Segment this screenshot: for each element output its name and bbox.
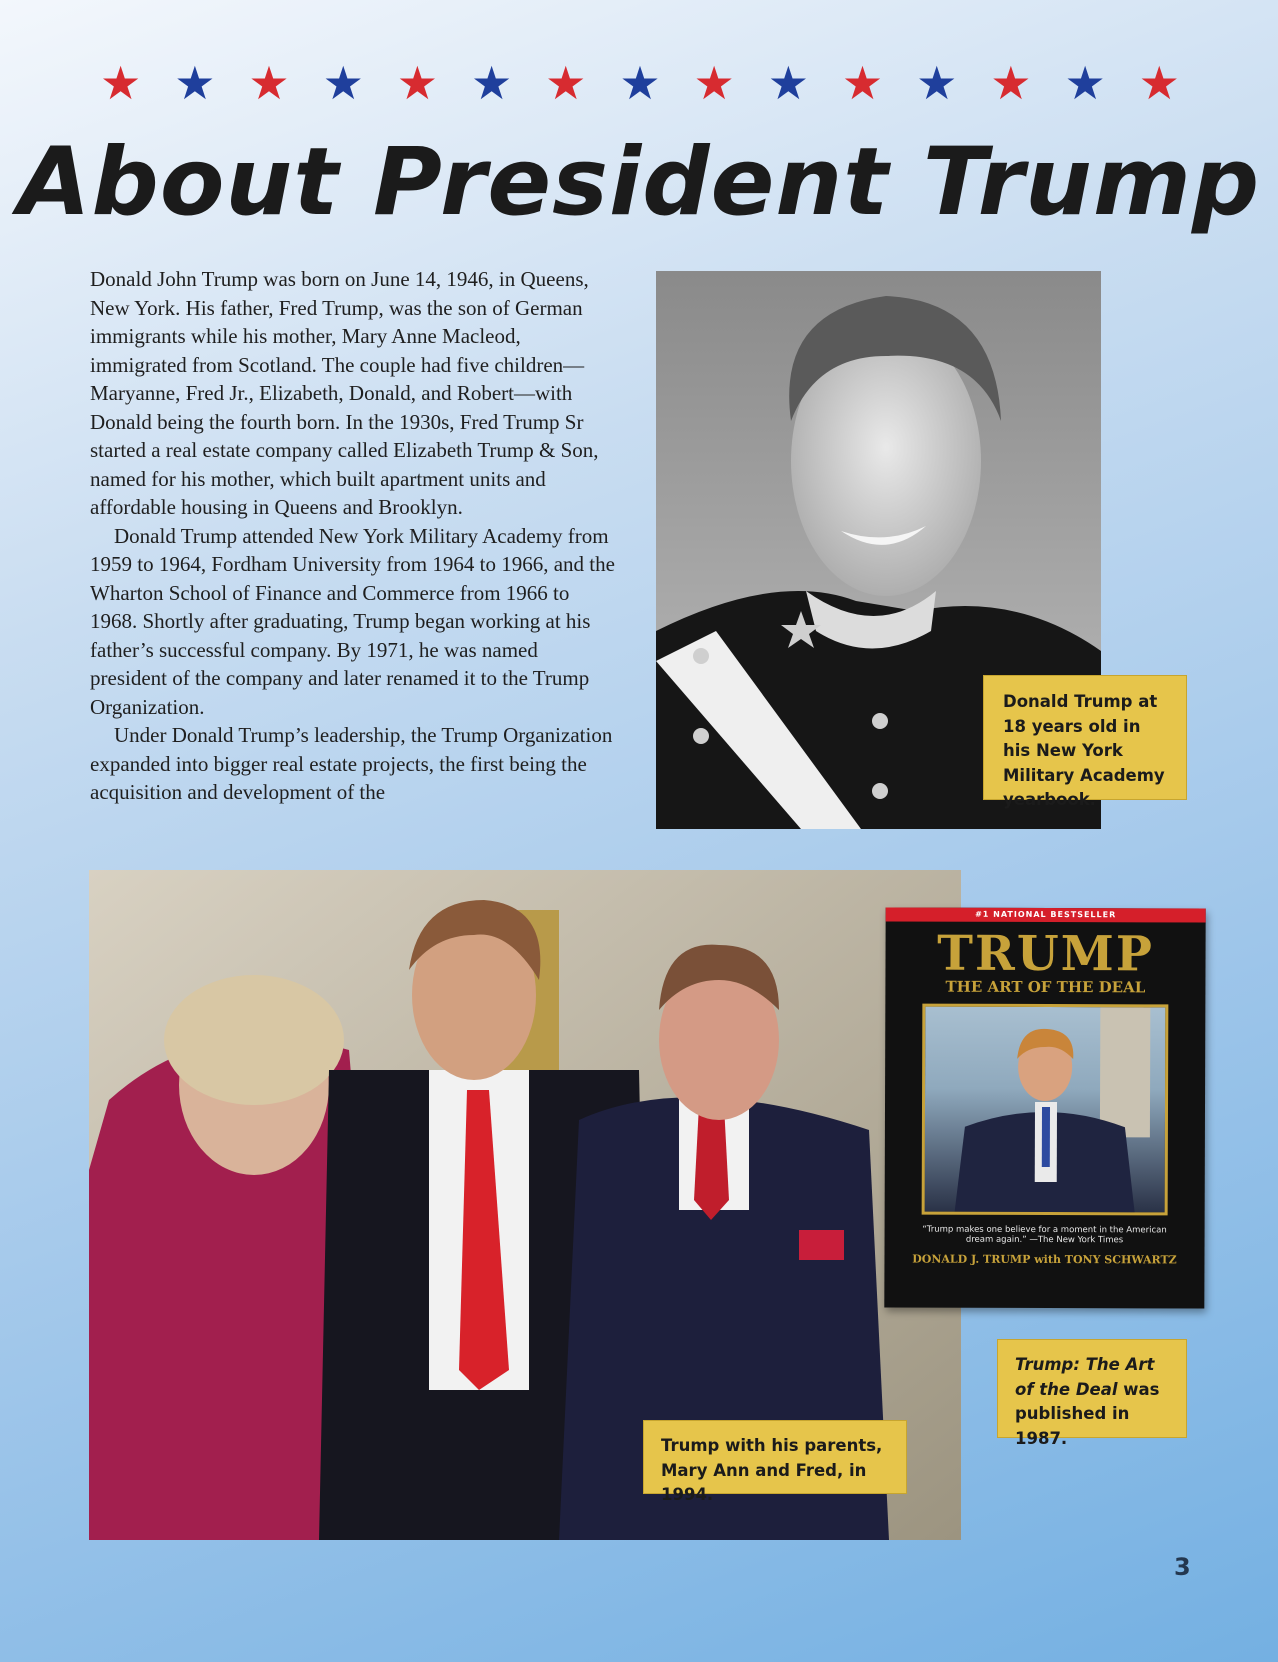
- star-icon-4: ★: [322, 56, 364, 110]
- book-subtitle: THE ART OF THE DEAL: [945, 977, 1146, 997]
- star-icon-14: ★: [1064, 56, 1106, 110]
- family-caption: Trump with his parents, Mary Ann and Fred, in 1994.: [643, 1420, 907, 1494]
- star-icon-15: ★: [1138, 56, 1180, 110]
- book-cover-photo: [922, 1004, 1169, 1216]
- star-icon-3: ★: [248, 56, 290, 110]
- book-portrait-illustration: [925, 1007, 1166, 1213]
- book-title: TRUMP: [937, 925, 1154, 983]
- book-caption-title: Trump: The Art of the Deal: [1015, 1355, 1155, 1399]
- star-icon-2: ★: [174, 56, 216, 110]
- page-title: About President Trump: [17, 128, 1261, 237]
- book-authors: DONALD J. TRUMP with TONY SCHWARTZ: [912, 1252, 1177, 1267]
- star-icon-9: ★: [693, 56, 735, 110]
- star-row: [100, 56, 1180, 110]
- yearbook-caption: Donald Trump at 18 years old in his New York Military Academy yearbook.: [983, 675, 1187, 800]
- paragraph-2: Donald Trump attended New York Military Academy from 1959 to 1964, Fordham University from 1964 to 1966, and the Wharton School of Finance and Commerce from 1966 to 1968. Shortly after graduating, Trump began working at his father’s successful company. By 1971, he was named president of the company and later renamed it to the Trump Organization.: [90, 523, 615, 719]
- star-icon-5: ★: [396, 56, 438, 110]
- star-icon-12: ★: [916, 56, 958, 110]
- book-caption-rest: was published in 1987.: [1015, 1379, 1160, 1448]
- star-icon-6: ★: [470, 56, 513, 110]
- star-icon-7: ★: [545, 56, 587, 110]
- book-caption: [997, 1339, 1187, 1448]
- star-icon-10: ★: [767, 56, 809, 110]
- paragraph-1: Donald John Trump was born on June 14, 1946, in Queens, New York. His father, Fred Trump, was the son of German immigrants while his mother, Mary Anne Macleod, immigrated from Scotland. The couple had five children—Maryanne, Fred Jr., Elizabeth, Donald, and Robert—with Donald being the fourth born. In the 1930s, Fred Trump Sr started a real estate company called Elizabeth Trump & Son, named for his mother, which built apartment units and affordable housing in Queens and Brooklyn.: [90, 267, 599, 519]
- body-text: [90, 265, 620, 837]
- star-icon-8: ★: [619, 56, 661, 110]
- book-cover: [884, 907, 1205, 1308]
- book-banner: #1 NATIONAL BESTSELLER: [886, 907, 1206, 922]
- star-icon-1: ★: [100, 56, 142, 110]
- page-number: 3: [1174, 1553, 1191, 1581]
- star-icon-11: ★: [841, 56, 884, 110]
- star-icon-13: ★: [990, 56, 1032, 110]
- book-quote: “Trump makes one believe for a moment in the American dream again.” —The New York Times: [922, 1224, 1167, 1246]
- paragraph-3: Under Donald Trump’s leadership, the Trump Organization expanded into bigger real estate projects, the first being the acquisition and development of the: [90, 723, 613, 804]
